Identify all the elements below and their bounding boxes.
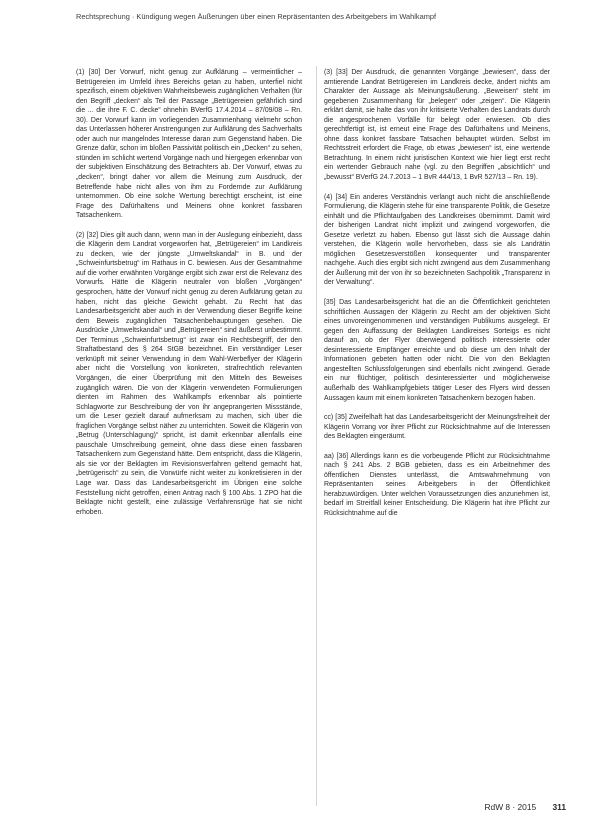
left-column xyxy=(76,68,302,527)
journal-name: RdW 8 · 2015 xyxy=(484,802,537,812)
right-column xyxy=(324,68,550,529)
paragraph-4: (4) [34] Ein anderes Verständnis verlangt auch nicht die anschließende Formulierung, die Klägerin stehe für eine transparente Politik, die Gesetze einhält und die Pflichtaufgaben des Landkreises übernimmt. Damit wird der bisherigen Landrat nicht implizit und zwingend vorgeworfen, die Gesetze verletzt zu haben. Ebenso gut lässt sich die Aussage dahin verstehen, die Klägerin wolle hervorheben, dass sie als Landrätin möglichen Gesetzesverstößen konsequenter und transparenter nachgehe. Auch dies ergibt sich nicht zwingend aus dem Zusammenhang der Äußerung mit der von ihr so bezeichneten Sachpolitik „Transparenz in der Verwaltung“. xyxy=(324,193,550,287)
running-head: Rechtsprechung · Kündigung wegen Äußerungen über einen Repräsentanten des Arbeitgebers im Wahlkampf xyxy=(76,12,437,21)
paragraph-2: (2) [32] Dies gilt auch dann, wenn man in der Auslegung einbezieht, dass die Klägerin dem Landrat vorgeworfen hat, „Betrügereien“ im Landkreis zu decken, wie der jüngste „Umweltskandal“ in B. und der „Schweinfurtsbetrug“ im Rathaus in C. bewiesen. Aus der Gesamtnahme auf die vorher erwähnten Vorgänge ergibt sich zwar erst die Relevanz des Vorwurfs. Hätte die Klägerin neutraler von bloßen „Vorgängen“ gesprochen, hätte der Vorwurf nicht genug zu deren Aufklärung getan zu haben, nicht das gleiche Gewicht gehabt. Zu Recht hat das Landesarbeitsgericht aber auch in der Verwendung dieser Begriffe keine dem Beweis zugänglichen Tatsachenbehauptungen gesehen. Die Ausdrücke „Umweltskandal“ und „Betrügereien“ sind äußerst unbestimmt. Der Terminus „Schweinfurtsbetrug“ ist zwar ein Rechtsbegriff, der den Straftatbestand des § 264 StGB bezeichnet. Ein verständiger Leser verknüpft mit seiner Verwendung in dem Wahl-Werbeflyer der Klägerin aber nicht die Vorstellung von konkreten, strafrechtlich relevanten Vorgängen, die einer Überprüfung mit den Mitteln des Beweises zugänglich wären. Die von der Klägerin verwendeten Formulierungen dienten im Rahmen des Wahlkampfs erkennbar als pointierte Schlagworte zur Beschreibung der von ihr angeprangerten Missstände, um die Leser gezielt darauf aufmerksam zu machen, sich über die fraglichen Vorgänge selbst näher zu unterrichten. Soweit die Klägerin von „Betrug (Unterschlagung)“ spricht, ist damit erkennbar allenfalls eine pauschale Umschreibung gemeint, ohne dass diese einen fassbaren Tatsachenkern zum Gegenstand hätte. Dem entspricht, dass die Klägerin, als sie vor der Beklagten im Revisionsverfahren geltend gemacht hat, „betrügerisch“ zu sein, die Vorwürfe nicht weiter zu konkretisieren in der Lage war. Dass das Landesarbeitsgericht im Übrigen eine solche Feststellung nicht getroffen, einen Antrag nach § 100 Abs. 1 ZPO hat die Beklagte nicht gestellt, eine zulässige Verfahrensrüge hat sie nicht erhoben. xyxy=(76,231,302,516)
paragraph-7: aa) [36] Allerdings kann es die vorbeugende Pflicht zur Rücksichtnahme nach § 241 Abs. 2 BGB gebieten, dass es ein Arbeitnehmer des öffentlichen Dienstes unterlässt, die Amtswahrnehmung von Repräsentanten seines Arbeitgebers in der Öffentlichkeit herabzuwürdigen. Unter welchen Voraussetzungen dies anzunehmen ist, bedarf im Streitfall keiner Entscheidung. Die Klägerin hat ihre Pflicht zur Rücksichtnahme auf die xyxy=(324,452,550,517)
column-divider xyxy=(316,66,317,806)
paragraph-3: (3) [33] Der Ausdruck, die genannten Vorgänge „bewiesen“, dass der amtierende Landrat Betrügereien im Landkreis decke, ändert nichts am Charakter der Aussage als Meinungsäußerung. „Beweisen“ steht im gegebenen Zusammenhang für „belegen“ oder „zeigen“. Die Klägerin erklärt damit, sie halte das von ihr kritisierte Verhalten des Landrats durch die angesprochenen Vorfälle für belegt oder erwiesen. Ob dies gerechtfertigt ist, ist erneut eine Frage des Dafürhaltens und Meinens, ohne dass konkret fassbare Tatsachen behauptet würden. Selbst im Rechtsstreit erfordert die Frage, ob etwas „bewiesen“ ist, eine wertende Betrachtung. In einem nicht juristischen Kontext wie hier liegt erst recht ein wertender Gebrauch nahe (vgl. zu den Begriffen „absichtlich“ und „bewusst“ BVerfG 24.7.2013 – 1 BvR 444/13, 1 BvR 527/13 – Rn. 19). xyxy=(324,69,550,182)
page-number: 311 xyxy=(552,802,566,812)
page-footer xyxy=(474,802,566,812)
paragraph-6: cc) [35] Zweifelhaft hat das Landesarbeitsgericht der Meinungsfreiheit der Klägerin Vorrang vor ihrer Pflicht zur Rücksichtnahme auf die Interessen des Beklagten eingeräumt. xyxy=(324,414,550,441)
paragraph-1: (1) [30] Der Vorwurf, nicht genug zur Aufklärung – vermeintlicher – Betrügereien im Umfeld ihres Bereichs getan zu haben, unterfiel nicht spezifisch, einem objektiven Wahrheitsbeweis zugänglichen Verhalten (für den Begriff „decken“ als Teil der Passage „Betrügereien gefährlich sind die ... die ihre F. C. decke“ ohnehin BVerfG 17.4.2014 – 87/09/08 – Rn. 30). Der Vorwurf kann im vorliegenden Zusammenhang vielmehr schon das Unterlassen höherer Anstrengungen zur Aufklärung des Sachverhalts oder auch nur mangelndes Interesse daran zum Gegenstand haben. Die Grenze dafür, schon im bloßen Passivität politisch ein „Decken“ zu sehen, stünden im schlicht wertend Vorgänge nach und hiergegen erkennbar von der subjektiven Einschätzung des Betrachters ab. Der Vorwurf, etwas zu „decken“, bringt daher vor allem die Meinung zum Ausdruck, der Betreffende habe nicht alles von ihm zu Fordernde zur Aufklärung unternommen. Ob eine solche Wertung berechtigt erscheint, ist eine Frage des Dafürhaltens und Meinens ohne konkret fassbaren Tatsachenkern. xyxy=(76,69,302,220)
paragraph-5: [35] Das Landesarbeitsgericht hat die an die Öffentlichkeit gerichteten schriftlichen Aussagen der Klägerin zu Recht am der objektiven Sicht eines unvoreingenommenen und verständigen Publikums ausgelegt. Er gegen den Auffassung der Beklagten Landkreises Sorteigs es nicht darauf an, ob der Flyer überwiegend politisch interessierte oder desinteressierte Empfänger erreichte und ob diese um den Inhalt der Informationen gebeten hatten oder nicht. Die von den Beklagten angestellten Schlussfolgerungen sind ebenfalls nicht zwingend. Gerade ein nur flüchtiger, politisch desinteressierter und möglicherweise außerhalb des Wahlkampfgebiets tätiger Leser des Flyers wird dessen Aussagen kaum mit einem konkreten Tatsachenkern bezogen haben. xyxy=(324,299,550,402)
